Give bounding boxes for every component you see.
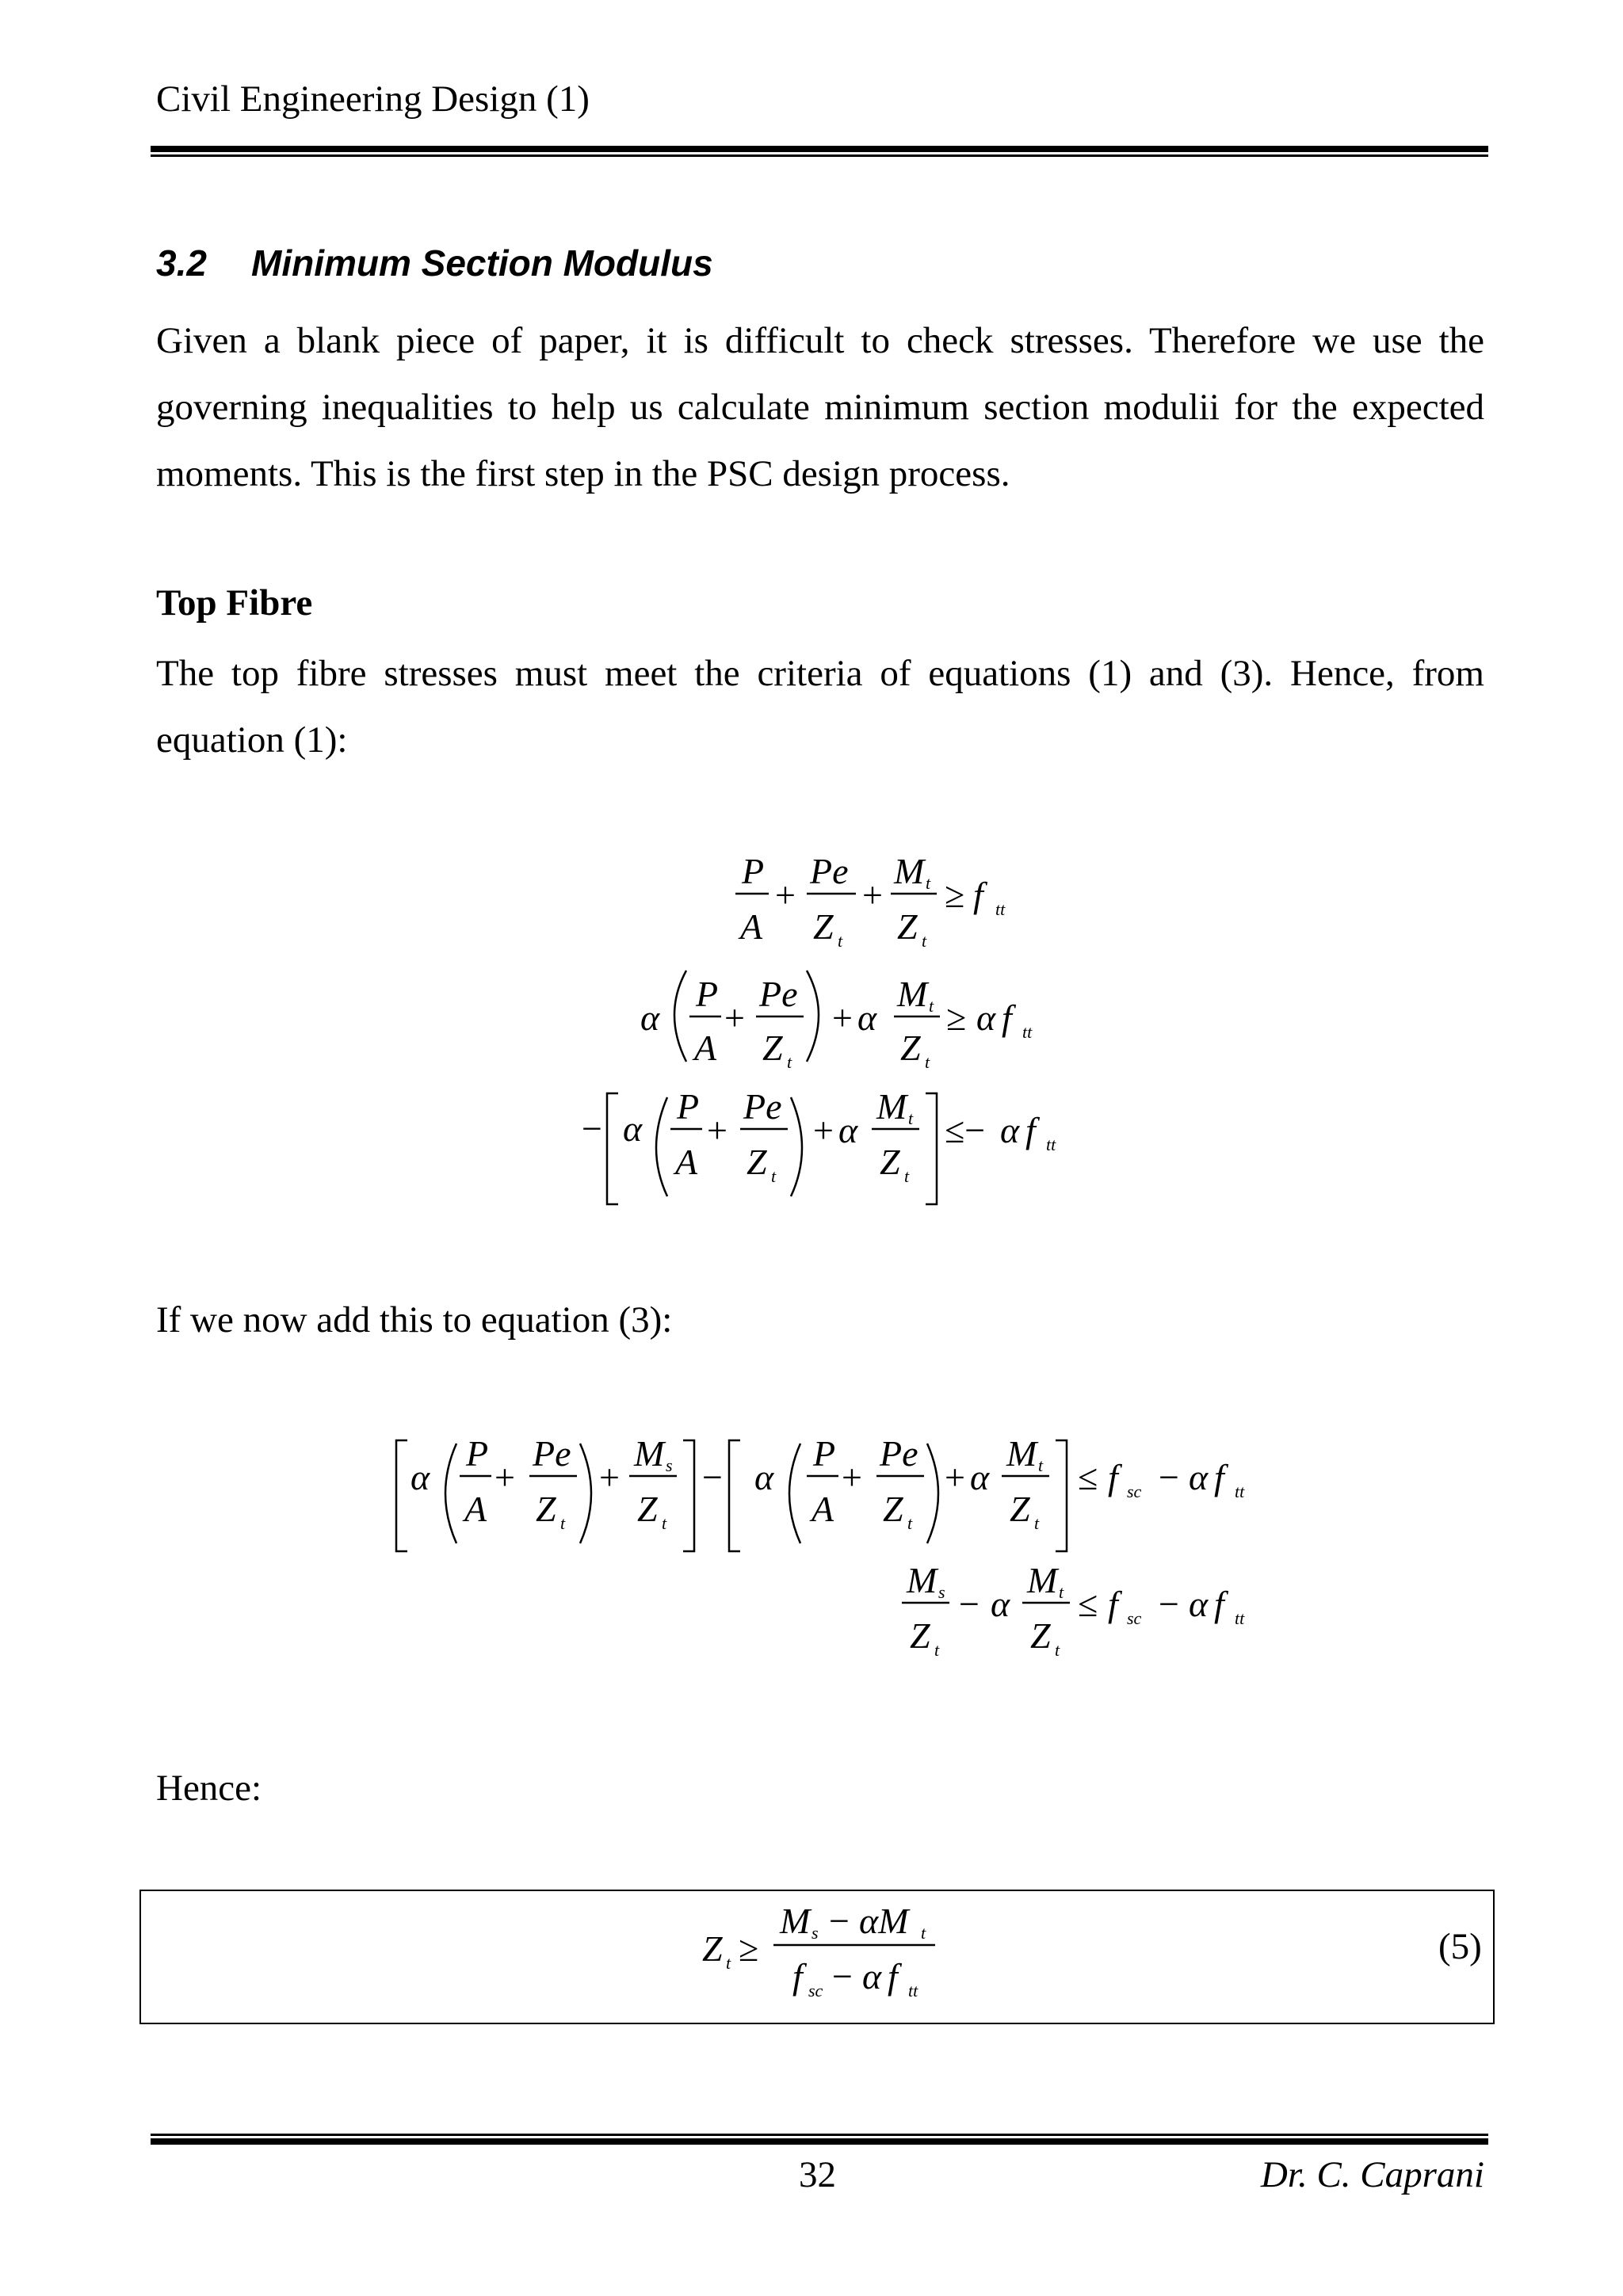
svg-text:+: + — [775, 875, 796, 915]
svg-text:t: t — [771, 1166, 777, 1186]
svg-text:Z: Z — [883, 1489, 903, 1529]
svg-text:M: M — [1006, 1433, 1037, 1474]
svg-text:t: t — [908, 1108, 914, 1128]
svg-text:t: t — [838, 931, 843, 951]
svg-text:t: t — [904, 1166, 910, 1186]
svg-text:P: P — [742, 851, 765, 891]
svg-text:α: α — [1189, 1584, 1209, 1624]
svg-text:α: α — [411, 1457, 430, 1497]
svg-text:s: s — [666, 1455, 673, 1475]
equation-number: (5) — [1438, 1926, 1482, 1967]
svg-text:−: − — [829, 1901, 850, 1941]
svg-text:−: − — [1159, 1457, 1179, 1497]
svg-text:t: t — [934, 1640, 940, 1660]
svg-text:M: M — [876, 1086, 907, 1127]
svg-text:Pe: Pe — [743, 1086, 782, 1127]
svg-text:−: − — [832, 1956, 853, 1997]
svg-text:M: M — [907, 1560, 938, 1600]
footer-author: Dr. C. Caprani — [1260, 2154, 1484, 2195]
svg-text:M: M — [894, 851, 925, 891]
svg-text:−: − — [582, 1108, 602, 1149]
svg-text:f: f — [1214, 1457, 1224, 1497]
svg-text:f: f — [1108, 1584, 1118, 1624]
top-fibre-paragraph: The top fibre stresses must meet the criteria of equations (1) and (3). Hence, from equation (1): — [156, 653, 1484, 761]
svg-text:f: f — [973, 875, 983, 915]
section-title: Minimum Section Modulus — [251, 242, 713, 284]
svg-text:t: t — [922, 931, 927, 951]
svg-text:tt: tt — [908, 1981, 918, 2000]
running-header-title: Civil Engineering Design (1) — [156, 78, 590, 120]
svg-text:+: + — [832, 997, 853, 1038]
svg-text:+: + — [599, 1457, 620, 1497]
svg-text:tt: tt — [1235, 1608, 1245, 1628]
svg-text:f: f — [888, 1956, 898, 1997]
svg-text:t: t — [921, 1923, 926, 1943]
svg-text:Z: Z — [702, 1928, 723, 1969]
svg-text:t: t — [662, 1513, 667, 1533]
intro-paragraph: Given a blank piece of paper, it is difficult to check stresses. Therefore we use the governing inequalities to help us calculate minimum section modulii for the expected moments. This is the first step in the PSC design process. — [156, 320, 1484, 494]
svg-text:t: t — [1059, 1582, 1064, 1602]
svg-text:+: + — [945, 1457, 965, 1497]
svg-text:+: + — [813, 1110, 834, 1150]
svg-text:M: M — [1027, 1560, 1058, 1600]
svg-text:≤: ≤ — [1078, 1457, 1098, 1497]
svg-text:P: P — [696, 974, 719, 1014]
footer-rule-thin — [151, 2134, 1488, 2136]
svg-text:Z: Z — [880, 1142, 900, 1182]
svg-text:αM: αM — [859, 1901, 909, 1941]
svg-text:α: α — [970, 1457, 990, 1497]
svg-text:α: α — [754, 1457, 774, 1497]
svg-text:Pe: Pe — [533, 1433, 571, 1474]
svg-text:f: f — [1108, 1457, 1118, 1497]
svg-text:Z: Z — [1030, 1615, 1051, 1656]
svg-text:α: α — [1000, 1110, 1020, 1150]
svg-text:t: t — [907, 1513, 913, 1533]
svg-text:t: t — [1055, 1640, 1060, 1660]
svg-text:Z: Z — [637, 1489, 658, 1529]
svg-text:α: α — [976, 997, 996, 1038]
svg-text:≥: ≥ — [946, 997, 967, 1038]
svg-text:M: M — [897, 974, 928, 1014]
svg-text:Z: Z — [910, 1615, 930, 1656]
svg-text:−: − — [702, 1457, 723, 1497]
svg-text:s: s — [938, 1582, 945, 1602]
svg-text:≥: ≥ — [945, 875, 965, 915]
svg-text:t: t — [726, 1953, 731, 1973]
svg-text:M: M — [634, 1433, 665, 1474]
svg-text:M: M — [780, 1901, 811, 1941]
svg-text:α: α — [1189, 1457, 1209, 1497]
svg-text:α: α — [991, 1584, 1010, 1624]
svg-text:f: f — [1214, 1584, 1224, 1624]
svg-text:P: P — [677, 1086, 700, 1127]
add-paragraph: If we now add this to equation (3): — [156, 1299, 673, 1341]
footer-rule — [151, 2138, 1488, 2145]
svg-text:t: t — [929, 996, 934, 1016]
svg-text:Z: Z — [897, 906, 918, 947]
svg-text:α: α — [862, 1956, 882, 1997]
svg-text:Z: Z — [762, 1028, 783, 1068]
svg-text:t: t — [1038, 1455, 1044, 1475]
subheading-top-fibre: Top Fibre — [156, 582, 313, 624]
svg-text:t: t — [1034, 1513, 1040, 1533]
svg-text:f: f — [1025, 1110, 1036, 1150]
svg-text:tt: tt — [1235, 1482, 1245, 1501]
svg-text:tt: tt — [1022, 1022, 1033, 1042]
svg-text:−: − — [959, 1584, 980, 1624]
svg-text:A: A — [740, 906, 763, 947]
svg-text:+: + — [707, 1110, 727, 1150]
svg-text:α: α — [838, 1110, 858, 1150]
svg-text:s: s — [812, 1923, 819, 1943]
svg-text:A: A — [694, 1028, 717, 1068]
svg-text:t: t — [787, 1052, 792, 1072]
svg-text:Pe: Pe — [810, 851, 849, 891]
svg-text:A: A — [675, 1142, 698, 1182]
svg-text:Z: Z — [536, 1489, 556, 1529]
svg-text:≤−: ≤− — [945, 1110, 986, 1150]
section-number: 3.2 — [156, 242, 207, 284]
svg-text:tt: tt — [1046, 1135, 1056, 1154]
svg-text:tt: tt — [995, 899, 1006, 919]
svg-text:sc: sc — [1127, 1482, 1142, 1501]
page-number: 32 — [799, 2154, 836, 2195]
svg-text:−: − — [1159, 1584, 1179, 1624]
svg-text:α: α — [857, 997, 877, 1038]
svg-text:Z: Z — [747, 1142, 767, 1182]
svg-text:Pe: Pe — [759, 974, 798, 1014]
svg-text:Z: Z — [813, 906, 834, 947]
svg-text:Z: Z — [900, 1028, 921, 1068]
svg-text:α: α — [623, 1108, 643, 1149]
svg-text:≥: ≥ — [739, 1928, 759, 1969]
svg-text:P: P — [813, 1433, 836, 1474]
svg-text:+: + — [842, 1457, 862, 1497]
hence-label: Hence: — [156, 1768, 262, 1809]
svg-text:A: A — [464, 1489, 487, 1529]
svg-text:t: t — [925, 1052, 930, 1072]
svg-text:f: f — [1002, 997, 1012, 1038]
svg-text:A: A — [812, 1489, 834, 1529]
svg-text:sc: sc — [1127, 1608, 1142, 1628]
svg-text:Z: Z — [1010, 1489, 1030, 1529]
svg-text:α: α — [640, 997, 660, 1038]
svg-text:≤: ≤ — [1078, 1584, 1098, 1624]
svg-text:+: + — [862, 875, 883, 915]
svg-text:Pe: Pe — [880, 1433, 918, 1474]
svg-text:t: t — [560, 1513, 566, 1533]
svg-text:f: f — [792, 1956, 803, 1997]
svg-text:sc: sc — [808, 1981, 823, 2000]
svg-text:+: + — [495, 1457, 515, 1497]
svg-text:t: t — [926, 873, 931, 893]
svg-text:P: P — [466, 1433, 489, 1474]
svg-text:+: + — [724, 997, 745, 1038]
